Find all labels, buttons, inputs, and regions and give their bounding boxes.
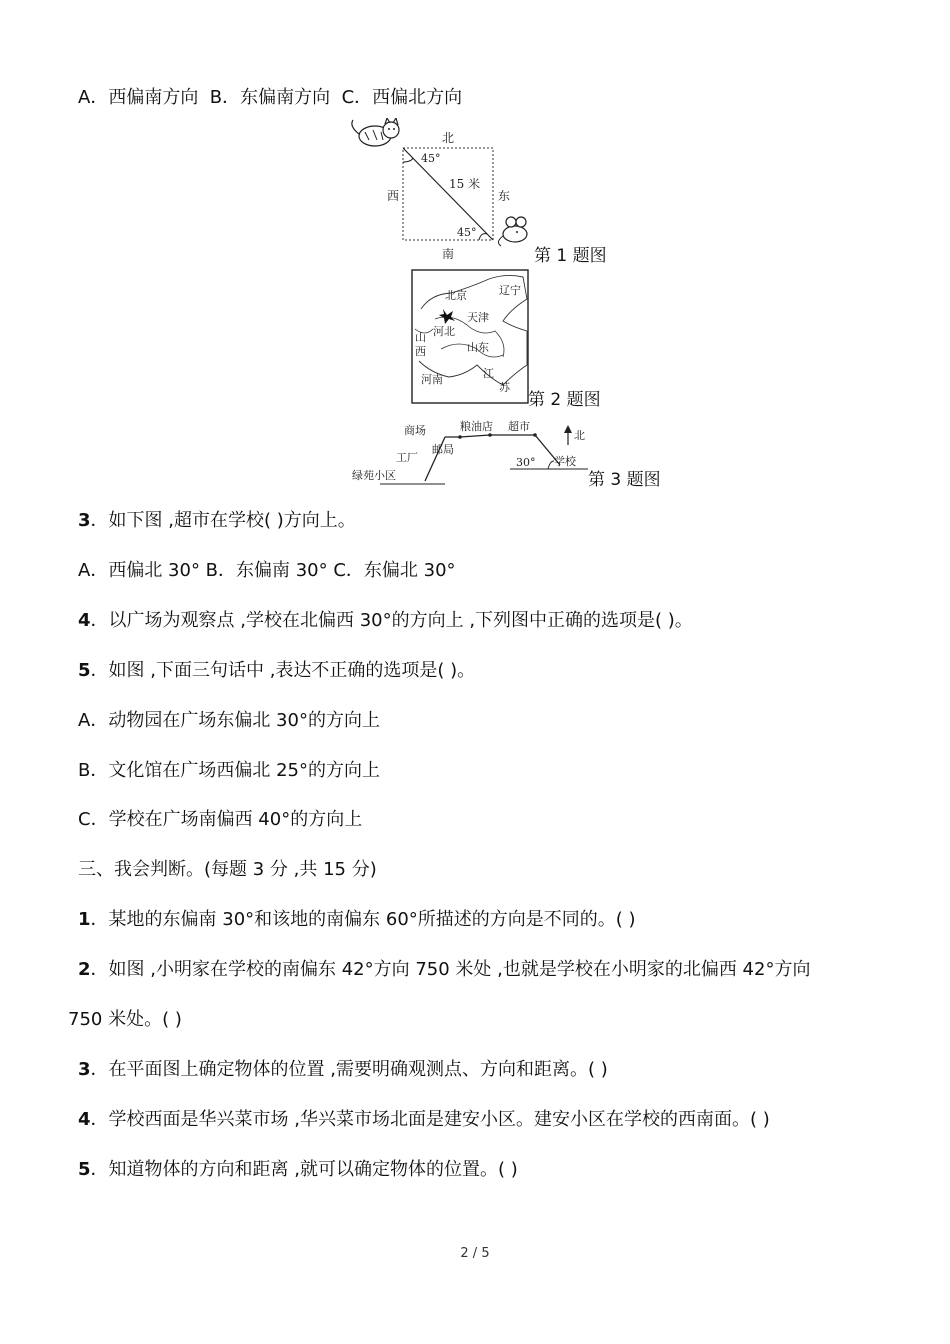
fig3-caption: 第 3 题图 (588, 470, 661, 490)
judge-1-number: 1 (78, 909, 91, 930)
figure-2-map (411, 269, 531, 405)
fig3-angle: 30° (516, 456, 536, 469)
fig3-factory: 工厂 (396, 451, 418, 464)
judge-2-continuation: 750 米处。( ) (68, 1009, 182, 1030)
q4-text: ．以广场为观察点 ,学校在北偏西 30°的方向上 ,下列图中正确的选项是( )。 (90, 610, 693, 631)
fig3-school: 学校 (554, 455, 576, 468)
fig3-supermarket: 超市 (508, 420, 530, 433)
q2-option-b: B．东偏南方向 (209, 87, 331, 108)
map-label-henan: 河南 (421, 373, 443, 386)
judge-5-text: ．知道物体的方向和距离 ,就可以确定物体的位置。( ) (90, 1159, 518, 1180)
q5-number: 5 (78, 660, 91, 681)
fig1-caption: 第 1 题图 (534, 246, 607, 266)
fig1-distance: 15 米 (449, 177, 481, 191)
fig3-north: 北 (574, 429, 585, 442)
north-arrow-icon (564, 425, 572, 433)
fig3-grain-shop: 粮油店 (460, 420, 493, 433)
q3-number: 3 (78, 510, 91, 531)
judge-1-text: ．某地的东偏南 30°和该地的南偏东 60°所描述的方向是不同的。( ) (90, 909, 636, 930)
fig2-caption: 第 2 题图 (528, 390, 601, 410)
judge-item-3 (78, 1058, 608, 1082)
q5-option-b: B．文化馆在广场西偏北 25°的方向上 (78, 760, 380, 781)
fig3-post-office: 邮局 (432, 443, 454, 456)
page-number: 2 / 5 (460, 1246, 490, 1261)
map-label-su: 苏 (499, 381, 510, 394)
q5-option-c: C．学校在广场南偏西 40°的方向上 (78, 809, 363, 830)
question-3 (78, 509, 356, 533)
cat-icon (352, 118, 399, 146)
figure-1 (345, 118, 535, 263)
map-label-liaoning: 辽宁 (499, 284, 521, 297)
fig1-angle-top: 45° (421, 152, 441, 165)
fig1-west: 西 (387, 189, 400, 203)
fig1-east: 东 (498, 189, 511, 203)
mouse-icon (498, 217, 527, 246)
q5-option-a: A．动物园在广场东偏北 30°的方向上 (78, 710, 380, 731)
judge-4-text: ．学校西面是华兴菜市场 ,华兴菜市场北面是建安小区。建安小区在学校的西南面。( ) (90, 1109, 770, 1130)
judge-3-number: 3 (78, 1059, 91, 1080)
figure-3-route (350, 415, 595, 487)
map-label-shanxi-2: 西 (415, 345, 426, 358)
map-label-beijing: 北京 (445, 289, 467, 302)
q2-option-c: C．西偏北方向 (341, 87, 463, 108)
fig1-south: 南 (442, 247, 455, 261)
map-label-tianjin: 天津 (467, 311, 489, 324)
judge-3-text: ．在平面图上确定物体的位置 ,需要明确观测点、方向和距离。( ) (90, 1059, 608, 1080)
section-3-title: 三、我会判断。(每题 3 分 ,共 15 分) (78, 859, 377, 880)
judge-item-5 (78, 1158, 518, 1182)
judge-item-2 (78, 958, 810, 982)
q3-text: ．如下图 ,超市在学校( )方向上。 (90, 510, 356, 531)
question-5 (78, 659, 475, 683)
judge-item-4 (78, 1108, 770, 1132)
judge-5-number: 5 (78, 1159, 91, 1180)
q5-text: ．如图 ,下面三句话中 ,表达不正确的选项是( )。 (90, 660, 476, 681)
fig3-mall: 商场 (404, 424, 426, 437)
map-label-hebei: 河北 (433, 325, 455, 338)
judge-2-number: 2 (78, 959, 91, 980)
fig3-community: 绿苑小区 (352, 469, 396, 482)
question-4 (78, 609, 693, 633)
map-label-jiang: 江 (483, 367, 494, 380)
fig1-angle-bottom: 45° (457, 226, 477, 239)
judge-item-1 (78, 908, 636, 932)
map-label-shandong: 山东 (467, 341, 489, 354)
judge-4-number: 4 (78, 1109, 91, 1130)
q4-number: 4 (78, 610, 91, 631)
q2-option-a: A．西偏南方向 (78, 87, 199, 108)
q3-options: A．西偏北 30° B．东偏南 30° C．东偏北 30° (78, 560, 456, 581)
q2-options (78, 86, 462, 110)
map-label-shanxi-1: 山 (415, 331, 426, 344)
fig1-north: 北 (442, 131, 455, 145)
judge-2-text: ．如图 ,小明家在学校的南偏东 42°方向 750 米处 ,也就是学校在小明家的北偏西 42°方向 (90, 959, 811, 980)
